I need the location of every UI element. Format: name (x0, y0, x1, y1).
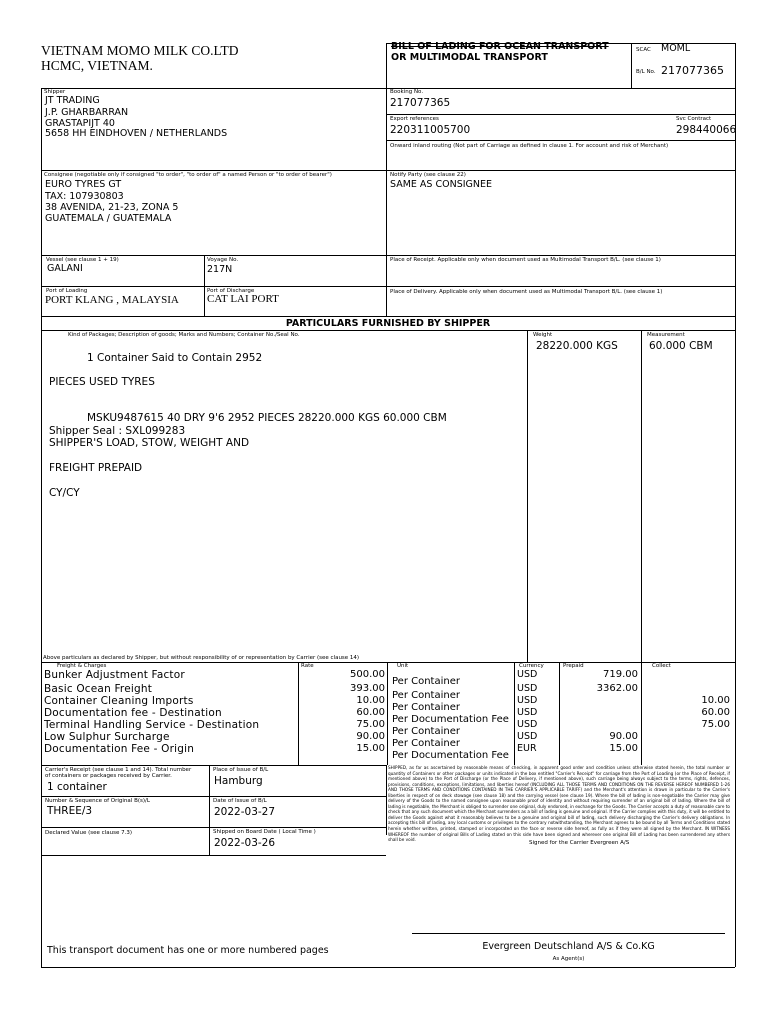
date-of-issue-label: Date of Issue of B/L (213, 798, 267, 804)
place-of-delivery-label: Place of Delivery. Applicable only when document used as Multimodal Transport B/L. (see clause 1) (390, 289, 663, 295)
measurement-value: 60.000 CBM (649, 340, 713, 352)
charge-rate: 60.00 (356, 707, 385, 718)
charge-unit: Per Container (392, 702, 460, 713)
charge-collect: 60.00 (701, 707, 730, 718)
charge-rate: 15.00 (356, 743, 385, 754)
terms-and-conditions-text: SHIPPED, as far as ascertained by reasonable means of checking, in apparent good order and condition unless otherwise stated herein, the total number or quantity of Containers or other packages or units indicated in the box entitled "Carrier's Receipt" for carriage from the Port of Loading (or the Place of Receipt, if mentioned above) to the Port of Discharge (or the Place of Delivery, if mentioned above), such carriage being always subject to the terms, rights, defences, provisions, conditions, exceptions, limitations, and liberties hereof (INCLUDING ALL THOSE TERMS AND CONDITIONS ON THE REVERSE HEREOF NUMBERED 1-26 AND THOSE TERMS AND CONDITIONS CONTAINED IN THE CARRIER'S APPLICABLE TARIFF) and the Merchant's attention is drawn in particular to the Carrier's liberties in respect of on deck stowage (see clause 18) and the carrying vessel (see clause 19). Where the bill of lading is non-negotiable the Carrier may give delivery of the Goods to the named consignee upon reasonable proof of identity and without requiring surrender of an original bill of lading. Where the bill of lading is negotiable, the Merchant is obliged to surrender one original, duly endorsed, in exchange for the Goods. The Carrier accepts a duty of reasonable care to check that any such document which the Merchant surrenders as a bill of lading is genuine and original. If the Carrier complies with this duty, it will be entitled to deliver the Goods against what it reasonably believes to be a genuine and original bill of lading, such delivery discharging the Carrier's delivery obligations. In accepting this bill of lading, any local customs or privileges to the contrary notwithstanding, the Merchant agrees to be bound by all Terms and Conditions stated herein whether written, printed, stamped or incorporated on the face or reverse side hereof, as fully as if they were all signed by the Merchant. IN WITNESS WHEREOF the number of original Bills of Lading stated on this side have been signed and wherever one original Bill of Lading has been surrendered any others shall be void. (388, 765, 730, 843)
port-of-loading-label: Port of Loading (46, 288, 88, 294)
charge-currency: USD (517, 707, 538, 718)
charge-unit: Per Container (392, 676, 460, 687)
vessel-value: GALANI (47, 263, 83, 274)
shipper-line-2: J.P. GHARBARRAN (45, 107, 129, 118)
charge-unit: Per Container (392, 738, 460, 749)
consignee-line-2: TAX: 107930803 (45, 191, 124, 202)
charge-collect: 75.00 (701, 719, 730, 730)
charge-unit: Per Documentation Fee (392, 750, 509, 761)
charge-rate: 393.00 (350, 683, 385, 694)
bl-number-label: B/L No. (636, 69, 656, 75)
consignee-line-1: EURO TYRES GT (45, 179, 122, 190)
carrier-receipt-label-1: Carrier's Receipt (see clause 1 and 14). Total number (45, 767, 192, 773)
shipper-line-3: GRASTAPIJT 40 (45, 118, 115, 129)
date-of-issue-value: 2022-03-27 (214, 806, 276, 818)
shipper-line-4: 5658 HH EINDHOVEN / NETHERLANDS (45, 128, 228, 139)
goods-line-4: Shipper Seal : SXL099283 (49, 425, 186, 437)
charge-currency: USD (517, 669, 538, 680)
goods-line-1: 1 Container Said to Contain 2952 (87, 352, 263, 364)
charge-name: Bunker Adjustment Factor (44, 669, 185, 681)
originals-label: Number & Sequence of Original B(s)/L (45, 798, 150, 804)
voyage-label: Voyage No. (207, 257, 239, 263)
charge-currency: USD (517, 695, 538, 706)
charge-rate: 500.00 (350, 669, 385, 680)
charge-currency: USD (517, 731, 538, 742)
charge-name: Container Cleaning Imports (44, 695, 194, 707)
charge-name: Basic Ocean Freight (44, 683, 153, 695)
carrier-receipt-value: 1 container (47, 781, 107, 793)
particulars-footer-note: Above particulars as declared by Shipper, but without responsibility of or representation by Carrier (see clause 14) (43, 655, 360, 661)
charge-prepaid: 719.00 (603, 669, 638, 680)
goods-line-3: MSKU9487615 40 DRY 9'6 2952 PIECES 28220.000 KGS 60.000 CBM (87, 412, 447, 424)
booking-label: Booking No. (390, 89, 424, 95)
charge-collect: 10.00 (701, 695, 730, 706)
charge-rate: 90.00 (356, 731, 385, 742)
port-of-discharge-label: Port of Discharge (207, 288, 255, 294)
svc-contract-value: 298440066 (676, 124, 737, 136)
shipper-label: Shipper (44, 89, 66, 95)
scac-label: SCAC (636, 47, 651, 53)
booking-value: 217077365 (390, 97, 451, 109)
charge-unit: Per Documentation Fee (392, 714, 509, 725)
onward-routing-label: Onward inland routing (Not part of Carriage as defined in clause 1. For account and risk of Merchant) (390, 143, 669, 149)
shipper-company-city: HCMC, VIETNAM. (41, 58, 153, 73)
charge-prepaid: 3362.00 (596, 683, 638, 694)
particulars-title: PARTICULARS FURNISHED BY SHIPPER (285, 318, 491, 329)
charge-name: Low Sulphur Surcharge (44, 731, 170, 743)
vessel-label: Vessel (see clause 1 + 19) (46, 257, 119, 263)
signed-for-carrier: Signed for the Carrier Evergreen A/S (529, 840, 630, 846)
document-title-line2: OR MULTIMODAL TRANSPORT (391, 52, 548, 63)
port-of-loading-value: PORT KLANG , MALAYSIA (45, 294, 179, 306)
charge-prepaid: 90.00 (609, 731, 638, 742)
shipper-line-1: JT TRADING (45, 95, 100, 106)
rate-header: Rate (301, 663, 314, 669)
numbered-pages-note: This transport document has one or more numbered pages (47, 945, 329, 956)
voyage-value: 217N (207, 264, 233, 275)
charge-currency: EUR (517, 743, 537, 754)
place-of-issue-label: Place of Issue of B/L (213, 767, 269, 773)
unit-header: Unit (397, 663, 409, 669)
export-references-value: 220311005700 (390, 124, 471, 136)
weight-label: Weight (533, 332, 553, 338)
charge-unit: Per Container (392, 726, 460, 737)
svc-contract-label: Svc Contract (676, 116, 712, 122)
originals-value: THREE/3 (47, 805, 93, 817)
document-title-line1: BILL OF LADING FOR OCEAN TRANSPORT (391, 41, 609, 52)
charge-name: Terminal Handling Service - Destination (44, 719, 260, 731)
measurement-label: Measurement (647, 332, 685, 338)
shipped-on-board-value: 2022-03-26 (214, 837, 276, 849)
collect-header: Collect (652, 663, 671, 669)
goods-description-label: Kind of Packages; Description of goods; Marks and Numbers; Container No./Seal No. (68, 332, 300, 338)
consignee-line-4: GUATEMALA / GUATEMALA (45, 213, 172, 224)
weight-value: 28220.000 KGS (536, 340, 618, 352)
charge-rate: 10.00 (356, 695, 385, 706)
goods-line-7: CY/CY (49, 487, 80, 499)
place-of-receipt-label: Place of Receipt. Applicable only when document used as Multimodal Transport B/L. (see clause 1) (390, 257, 661, 263)
agent-name: Evergreen Deutschland A/S & Co.KG (482, 941, 655, 952)
goods-line-2: PIECES USED TYRES (49, 376, 155, 388)
charge-rate: 75.00 (356, 719, 385, 730)
charge-currency: USD (517, 683, 538, 694)
notify-party-label: Notify Party (see clause 22) (390, 172, 466, 178)
bl-number-value: 217077365 (661, 64, 724, 77)
prepaid-header: Prepaid (563, 663, 584, 669)
port-of-discharge-value: CAT LAI PORT (207, 293, 279, 305)
freight-header: Freight & Charges (57, 663, 107, 669)
goods-line-6: FREIGHT PREPAID (49, 462, 143, 474)
carrier-receipt-label-2: of containers or packages received by Carrier. (45, 773, 172, 779)
charge-name: Documentation Fee - Origin (44, 743, 195, 755)
goods-line-5: SHIPPER'S LOAD, STOW, WEIGHT AND (49, 437, 250, 449)
currency-header: Currency (519, 663, 544, 669)
consignee-label: Consignee (negotiable only if consigned "to order", "to order of" a named Person or "to order of bearer") (44, 172, 332, 178)
shipped-on-board-label: Shipped on Board Date ( Local Time ) (213, 829, 316, 835)
as-agent-label: As Agent(s) (552, 956, 585, 962)
place-of-issue-value: Hamburg (214, 775, 263, 787)
declared-value-label: Declared Value (see clause 7.3) (45, 830, 132, 836)
consignee-line-3: 38 AVENIDA, 21-23, ZONA 5 (45, 202, 179, 213)
notify-party-value: SAME AS CONSIGNEE (390, 179, 492, 190)
charge-unit: Per Container (392, 690, 460, 701)
export-references-label: Export references (390, 116, 439, 122)
charge-currency: USD (517, 719, 538, 730)
shipper-company-name: VIETNAM MOMO MILK CO.LTD (41, 43, 239, 58)
charge-name: Documentation fee - Destination (44, 707, 222, 719)
charge-prepaid: 15.00 (609, 743, 638, 754)
scac-value: MOML (661, 43, 691, 54)
